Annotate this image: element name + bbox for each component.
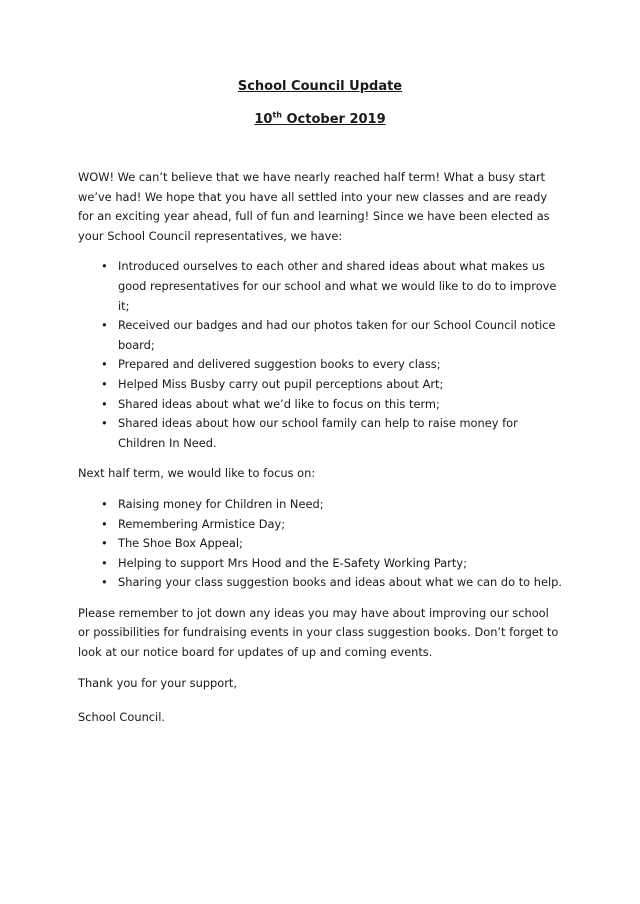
list-item-text: The Shoe Box Appeal;	[118, 536, 243, 551]
thanks-line: Thank you for your support,	[78, 675, 238, 690]
list-item-text: Shared ideas about how our school family can help to raise money for Children In Need.	[118, 416, 518, 450]
bullet-icon: •	[101, 536, 108, 551]
list-item-text: Introduced ourselves to each other and shared ideas about what makes us good representatives for our school and what we would like to do to improve it;	[118, 259, 557, 313]
bullet-icon: •	[101, 575, 108, 590]
bullet-icon: •	[101, 318, 108, 333]
achievements-list	[78, 257, 564, 453]
bullet-icon: •	[101, 496, 108, 511]
document-title: School Council Update	[237, 79, 403, 94]
list-item-text: Received our badges and had our photos taken for our School Council notice board;	[118, 318, 556, 352]
list-item	[101, 554, 564, 574]
list-item	[101, 414, 564, 453]
bullet-icon: •	[101, 357, 108, 372]
list-item	[101, 534, 564, 554]
bullet-icon: •	[101, 376, 108, 391]
document-body	[78, 168, 564, 739]
list-item-text: Remembering Armistice Day;	[118, 516, 286, 531]
bullet-icon: •	[101, 416, 108, 431]
list-item	[101, 257, 564, 316]
intro-paragraph: WOW! We can’t believe that we have nearly reached half term! What a busy start we’ve had! We hope that you have all settled into your new classes and are ready for an exciting year ahead, full of fun and learning! Since we have been elected as your School Council representatives, we have:	[78, 170, 550, 243]
signature: School Council.	[78, 710, 166, 725]
next-term-list	[78, 495, 564, 593]
list-item	[101, 316, 564, 355]
bullet-icon: •	[101, 396, 108, 411]
reminder-paragraph: Please remember to jot down any ideas you may have about improving our school or possibilities for fundraising events in your class suggestion books. Don’t forget to look at our notice board for updates of up and coming events.	[78, 605, 559, 660]
list-item-text: Helping to support Mrs Hood and the E-Safety Working Party;	[118, 555, 467, 570]
document-date	[0, 112, 640, 127]
next-term-intro: Next half term, we would like to focus on:	[78, 466, 316, 481]
list-item	[101, 395, 564, 415]
date-rest: October 2019	[281, 112, 386, 127]
list-item	[101, 573, 564, 593]
list-item	[101, 515, 564, 535]
list-item-text: Shared ideas about what we’d like to focus on this term;	[118, 396, 440, 411]
list-item-text: Raising money for Children in Need;	[118, 496, 324, 511]
date-suffix: th	[272, 110, 282, 120]
bullet-icon: •	[101, 516, 108, 531]
list-item	[101, 375, 564, 395]
bullet-icon: •	[101, 259, 108, 274]
bullet-icon: •	[101, 555, 108, 570]
list-item	[101, 495, 564, 515]
list-item	[101, 355, 564, 375]
list-item-text: Sharing your class suggestion books and ideas about what we can do to help.	[118, 575, 563, 590]
list-item-text: Helped Miss Busby carry out pupil perceptions about Art;	[118, 376, 444, 391]
list-item-text: Prepared and delivered suggestion books to every class;	[118, 357, 441, 372]
date-day: 10	[254, 112, 273, 127]
